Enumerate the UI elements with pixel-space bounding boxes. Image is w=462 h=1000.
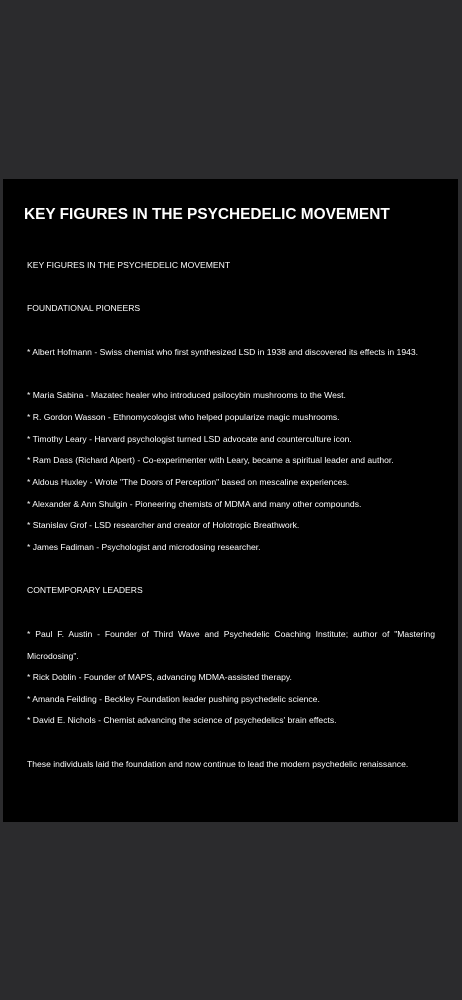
document-title: KEY FIGURES IN THE PSYCHEDELIC MOVEMENT: [24, 206, 390, 223]
closing-paragraph: These individuals laid the foundation and now continue to lead the modern psychedelic renaissance.: [27, 759, 409, 769]
section-heading-foundational: FOUNDATIONAL PIONEERS: [27, 303, 141, 313]
document-subtitle: KEY FIGURES IN THE PSYCHEDELIC MOVEMENT: [27, 260, 231, 270]
list-item: * Timothy Leary - Harvard psychologist turned LSD advocate and counterculture icon.: [27, 434, 352, 444]
list-item: * R. Gordon Wasson - Ethnomycologist who helped popularize magic mushrooms.: [27, 412, 340, 422]
list-item: * Stanislav Grof - LSD researcher and creator of Holotropic Breathwork.: [27, 520, 300, 530]
section-heading-contemporary: CONTEMPORARY LEADERS: [27, 585, 143, 595]
list-item: * Amanda Feilding - Beckley Foundation leader pushing psychedelic science.: [27, 694, 320, 704]
list-item: * David E. Nichols - Chemist advancing the science of psychedelics' brain effects.: [27, 715, 337, 725]
list-item: * Alexander & Ann Shulgin - Pioneering chemists of MDMA and many other compounds.: [27, 499, 362, 509]
list-item: * Albert Hofmann - Swiss chemist who first synthesized LSD in 1938 and discovered its effects in 1943.: [27, 347, 419, 357]
list-item: * Aldous Huxley - Wrote "The Doors of Perception" based on mescaline experiences.: [27, 477, 350, 487]
list-item: * Maria Sabina - Mazatec healer who introduced psilocybin mushrooms to the West.: [27, 390, 346, 400]
list-item: * Rick Doblin - Founder of MAPS, advancing MDMA-assisted therapy.: [27, 672, 292, 682]
list-item: * Paul F. Austin - Founder of Third Wave and Psychedelic Coaching Institute; author of "Mastering Microdosing".: [27, 629, 435, 661]
list-item: * Ram Dass (Richard Alpert) - Co-experimenter with Leary, became a spiritual leader and author.: [27, 455, 394, 465]
list-item: * James Fadiman - Psychologist and microdosing researcher.: [27, 542, 261, 552]
